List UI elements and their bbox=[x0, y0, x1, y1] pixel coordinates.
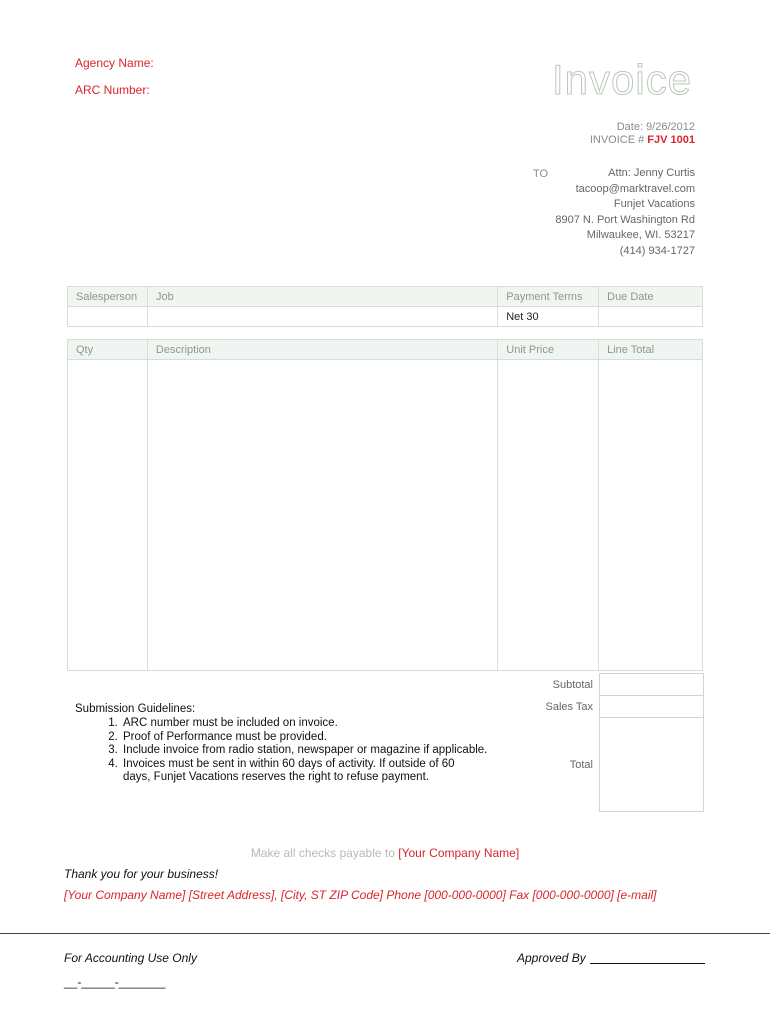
description-cell[interactable] bbox=[147, 360, 497, 671]
line-total-header: Line Total bbox=[599, 340, 703, 360]
company-contact-line: [Your Company Name] [Street Address], [City, ST ZIP Code] Phone [000-000-0000] Fax [000-000-0000] [e-mail] bbox=[64, 888, 657, 902]
recipient-attn: Attn: Jenny Curtis bbox=[608, 167, 695, 179]
guideline-item: 4. Invoices must be sent in within 60 days of activity. If outside of 60 days, Funjet Vacations reserves the right to refuse payment. bbox=[121, 758, 483, 785]
line-total-cell[interactable] bbox=[599, 360, 703, 671]
recipient-city: Milwaukee, WI. 53217 bbox=[586, 229, 695, 241]
salesperson-cell[interactable] bbox=[68, 307, 148, 327]
guideline-item: 3. Include invoice from radio station, newspaper or magazine if applicable. bbox=[121, 744, 487, 758]
invoice-number-prefix: INVOICE # bbox=[589, 134, 648, 146]
job-cell[interactable] bbox=[147, 307, 497, 327]
guidelines-title: Submission Guidelines: bbox=[75, 703, 196, 715]
salesperson-header: Salesperson bbox=[68, 287, 148, 307]
due-date-cell[interactable] bbox=[599, 307, 703, 327]
guidelines-list bbox=[75, 717, 487, 785]
subtotal-label: Subtotal bbox=[552, 679, 593, 691]
job-header: Job bbox=[147, 287, 497, 307]
recipient-email: tacoop@marktravel.com bbox=[575, 182, 695, 195]
qty-cell[interactable] bbox=[68, 360, 148, 671]
guideline-item: 2. Proof of Performance must be provided. bbox=[121, 731, 487, 745]
total-box[interactable] bbox=[599, 717, 704, 812]
recipient-address bbox=[495, 166, 695, 259]
recipient-street: 8907 N. Port Washington Rd bbox=[555, 213, 695, 226]
sales-tax-label: Sales Tax bbox=[545, 701, 593, 713]
terms-row bbox=[68, 307, 703, 327]
approved-by-label: Approved By bbox=[517, 951, 586, 965]
guideline-item: 1. ARC number must be included on invoice. bbox=[121, 717, 487, 731]
invoice-number-line bbox=[495, 134, 695, 146]
accounting-use-label: For Accounting Use Only bbox=[64, 951, 197, 965]
submission-guidelines bbox=[75, 703, 487, 785]
qty-header: Qty bbox=[68, 340, 148, 360]
payment-terms-cell[interactable]: Net 30 bbox=[498, 307, 599, 327]
terms-table bbox=[67, 286, 703, 327]
subtotal-box[interactable] bbox=[599, 673, 704, 696]
unit-price-header: Unit Price bbox=[498, 340, 599, 360]
accounting-code-blank[interactable]: __-_____-_______ bbox=[64, 975, 166, 989]
approved-by-signature-line[interactable] bbox=[590, 963, 705, 964]
divider bbox=[0, 933, 770, 934]
invoice-date: Date: 9/26/2012 bbox=[616, 121, 695, 133]
invoice-number: FJV 1001 bbox=[647, 134, 695, 146]
total-label: Total bbox=[569, 759, 593, 771]
items-body-row bbox=[68, 360, 703, 671]
unit-price-cell[interactable] bbox=[498, 360, 599, 671]
thank-you-text: Thank you for your business! bbox=[64, 867, 219, 881]
recipient-company: Funjet Vacations bbox=[613, 198, 695, 210]
checks-text: Make all checks payable to bbox=[250, 846, 399, 860]
invoice-title: Invoice bbox=[552, 56, 693, 103]
items-header-row bbox=[68, 340, 703, 360]
items-table bbox=[67, 339, 703, 671]
terms-header-row bbox=[68, 287, 703, 307]
arc-number-label: ARC Number: bbox=[75, 83, 150, 97]
sales-tax-box[interactable] bbox=[599, 695, 704, 718]
recipient-phone: (414) 934-1727 bbox=[619, 244, 695, 257]
checks-payable-line bbox=[0, 846, 770, 860]
agency-name-label: Agency Name: bbox=[75, 56, 154, 70]
description-header: Description bbox=[147, 340, 497, 360]
company-name-placeholder: [Your Company Name] bbox=[398, 846, 520, 860]
due-date-header: Due Date bbox=[599, 287, 703, 307]
to-label: TO bbox=[533, 168, 549, 180]
payment-terms-header: Payment Terms bbox=[498, 287, 599, 307]
